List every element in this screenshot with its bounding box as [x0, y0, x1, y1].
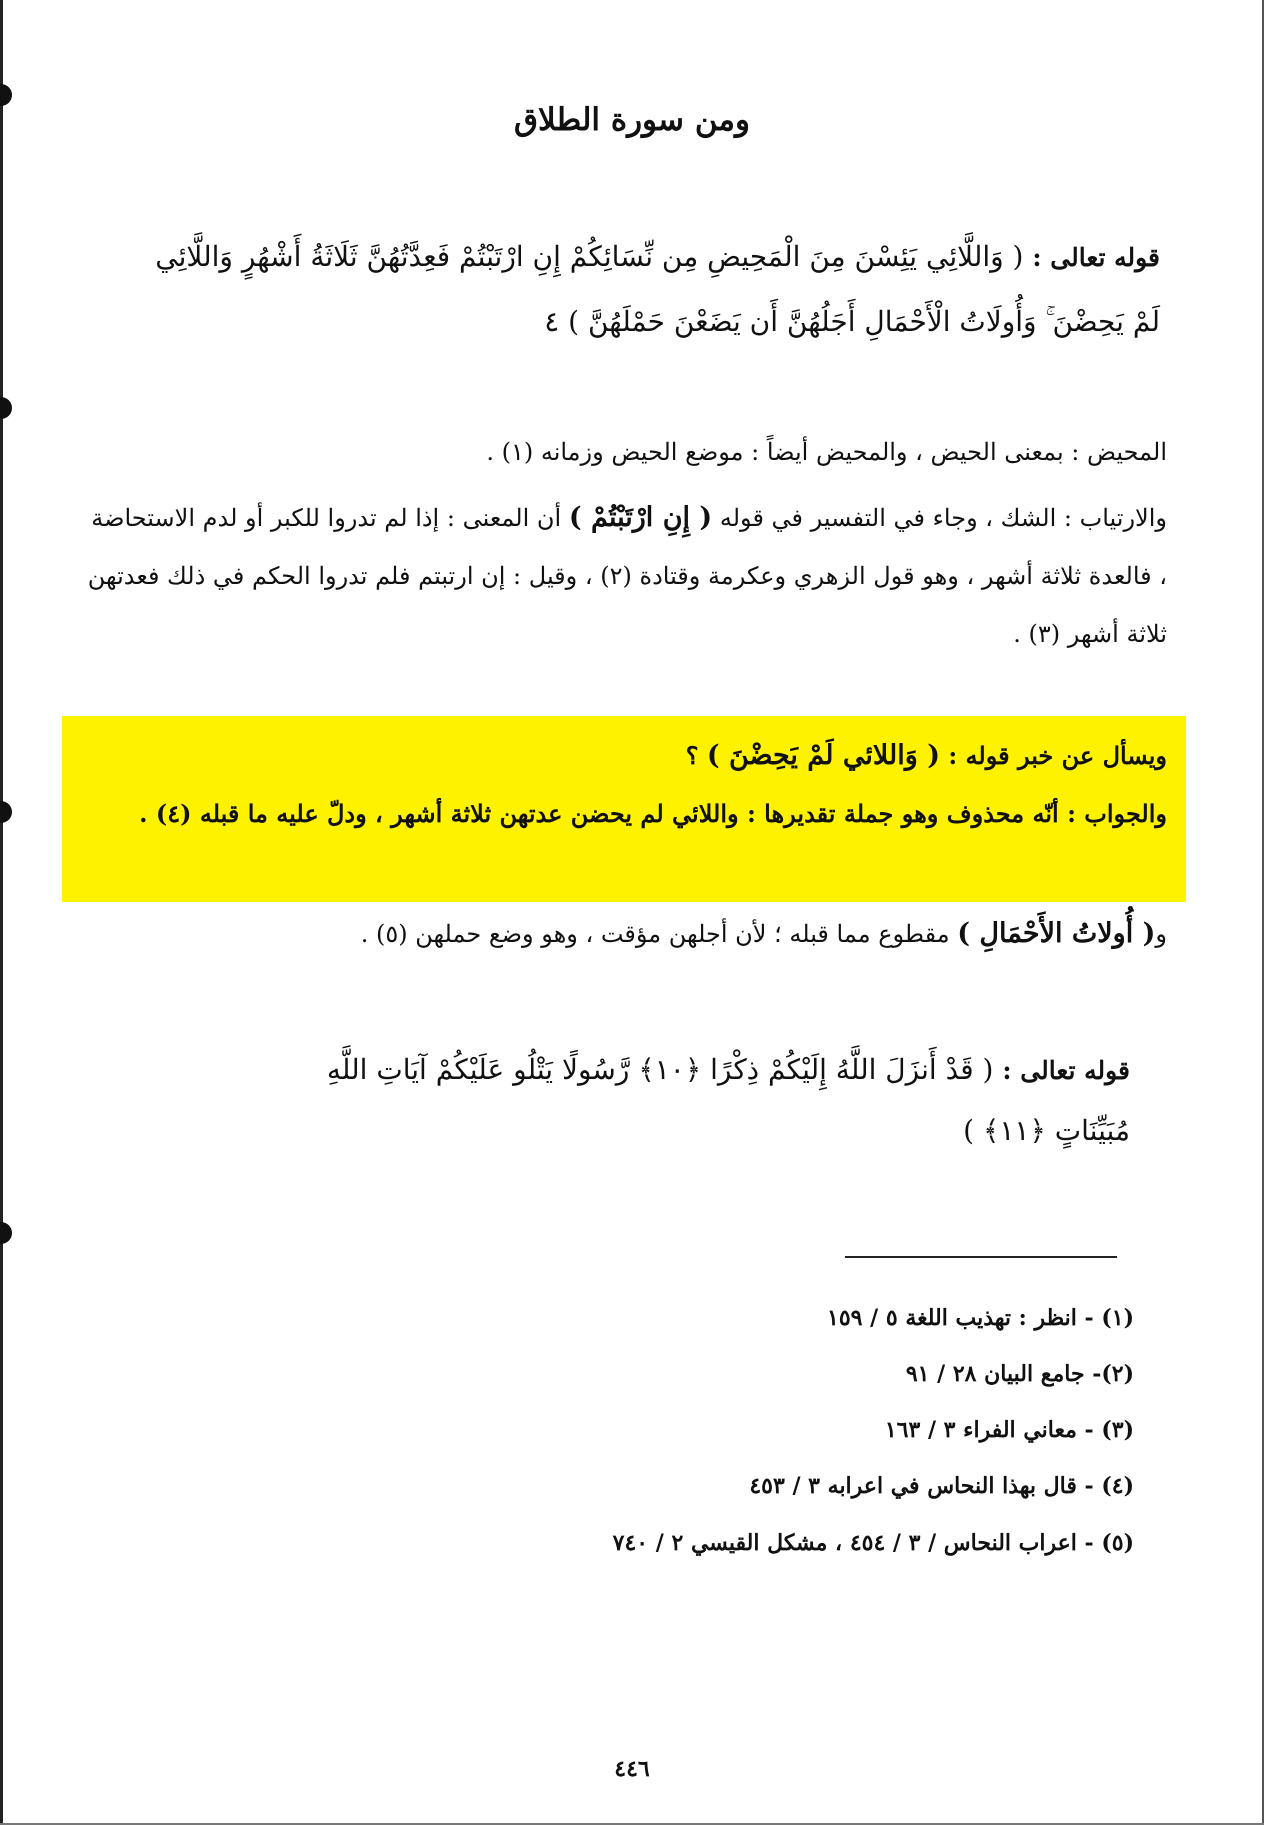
- paragraph-text: و: [1155, 920, 1167, 948]
- paragraph-ulat: [85, 905, 1167, 963]
- quran-verse-2: [270, 1040, 1130, 1161]
- verse-label: قوله تعالى :: [1032, 243, 1160, 272]
- paragraph-irtiyab: [85, 489, 1167, 663]
- footnote-3: (٣) - معاني الفراء ٣ / ١٦٣: [884, 1417, 1134, 1443]
- verse-text: ( وَاللَّائِي يَئِسْنَ مِنَ الْمَحِيضِ مِن نِّسَائِكُمْ إِنِ ارْتَبْتُمْ فَعِدَّتُهُنَّ ثَلَاثَةُ أَشْهُرٍ وَاللَّائِي لَمْ يَحِضْنَ ۚ وَأُولَاتُ الْأَحْمَالِ أَجَلُهُنَّ أَن يَضَعْنَ حَمْلَهُنَّ ) ٤: [155, 240, 1160, 338]
- quran-verse-1: [140, 225, 1160, 354]
- paragraph-text: مقطوع مما قبله ؛ لأن أجلهن مؤقت ، وهو وضع حملهن (٥) .: [360, 920, 950, 948]
- punch-hole-mark: [0, 397, 12, 419]
- page-number: ٤٤٦: [614, 1756, 650, 1782]
- paragraph-text: أن المعنى : إذا لم تدروا للكبر أو لدم الاستحاضة ، فالعدة ثلاثة أشهر ، وهو قول الزهري وعكرمة وقتادة (٢) ، وقيل : إن ارتبتم فلم تدروا الحكم في ذلك فعدتهن ثلاثة أشهر (٣) .: [87, 504, 1167, 648]
- punch-hole-mark: [0, 801, 12, 823]
- highlighted-text: [85, 727, 1167, 843]
- footnote-1: (١) - انظر : تهذيب اللغة ٥ / ١٥٩: [827, 1305, 1134, 1331]
- question-mark: ؟: [685, 741, 699, 770]
- page-left-edge: [0, 0, 3, 1825]
- question-text: ويسأل عن خبر قوله :: [948, 741, 1167, 770]
- question-line: [85, 727, 1167, 785]
- quoted-verse: ( أُولاتُ الأَحْمَالِ ): [957, 918, 1156, 949]
- paragraph-text: المحيض : بمعنى الحيض ، والمحيض أيضاً : موضع الحيض وزمانه (١) .: [486, 438, 1167, 466]
- footnote-separator: [845, 1256, 1117, 1258]
- quoted-verse: ( وَاللائي لَمْ يَحِضْنَ ): [706, 740, 940, 771]
- verse-label: قوله تعالى :: [1002, 1056, 1130, 1085]
- page-title: ومن سورة الطلاق: [514, 102, 750, 138]
- footnote-4: (٤) - قال بهذا النحاس في اعرابه ٣ / ٤٥٣: [749, 1473, 1134, 1499]
- verse-text: ( قَدْ أَنزَلَ اللَّهُ إِلَيْكُمْ ذِكْرًا ﴿١٠﴾ رَّسُولًا يَتْلُو عَلَيْكُمْ آيَاتِ اللَّهِ مُبَيِّنَاتٍ ﴿١١﴾ ): [326, 1053, 1130, 1147]
- footnote-2: (٢)- جامع البيان ٢٨ / ٩١: [905, 1361, 1134, 1387]
- quoted-verse: ( إِنِ ارْتَبْتُمْ ): [568, 502, 713, 533]
- footnote-5: (٥) - اعراب النحاس / ٣ / ٤٥٤ ، مشكل القيسي ٢ / ٧٤٠: [612, 1530, 1134, 1556]
- paragraph-mahid: [85, 423, 1167, 481]
- punch-hole-mark: [0, 1222, 12, 1244]
- answer-text: والجواب : أنّه محذوف وهو جملة تقديرها : واللائي لم يحضن عدتهن ثلاثة أشهر ، ودلّ عليه ما قبله (٤) .: [139, 799, 1167, 828]
- paragraph-text: والارتياب : الشك ، وجاء في التفسير في قوله: [719, 504, 1167, 532]
